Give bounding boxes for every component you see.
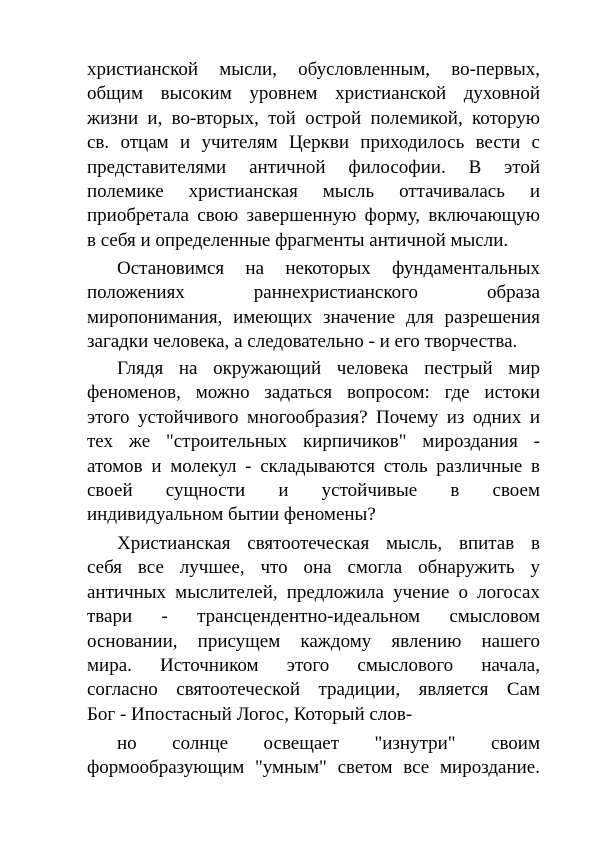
text-line: общим высоким уровнем христианской духовной: [87, 83, 540, 105]
text-line: положениях раннехристианского образа: [87, 282, 540, 304]
text-line: атомов и молекул - складываются столь различные в: [87, 455, 540, 477]
text-line: Глядя на окружающий человека пестрый мир: [117, 358, 540, 379]
text-line: миропонимания, имеющих значение для разрешения: [87, 306, 540, 328]
text-line: основании, присущем каждому явлению нашего: [87, 630, 540, 652]
text-line: мира. Источником этого смыслового начала,: [87, 654, 540, 676]
paragraph-3: [87, 357, 540, 528]
text-line: но солнце освещает "изнутри" своим: [117, 733, 540, 754]
paragraph-2: [87, 257, 540, 355]
text-line: загадки человека, а следовательно - и его творчества.: [87, 331, 518, 353]
text-line: этого устойчивого многообразия? Почему из одних и: [87, 406, 540, 428]
text-line: приобретала свою завершенную форму, включающую: [87, 205, 540, 227]
text-line: Остановимся на некоторых фундаментальных: [117, 258, 540, 279]
text-line: в себя и определенные фрагменты античной мысли.: [87, 229, 509, 251]
text-line: жизни и, во-вторых, той острой полемикой, которую: [87, 107, 540, 129]
text-line: христианской мысли, обусловленным, во-первых,: [87, 59, 540, 80]
text-line: Бог - Ипостасный Логос, Который слов-: [87, 703, 413, 725]
text-line: св. отцам и учителям Церкви приходилось вести с: [87, 132, 540, 154]
text-line: тех же "строительных кирпичиков" мироздания -: [87, 431, 540, 453]
text-line: античных мыслителей, предложила учение о логосах: [87, 581, 540, 603]
text-line: своей сущности и устойчивые в своем: [87, 479, 540, 501]
text-line: твари - трансцендентно-идеальном смысловом: [87, 606, 540, 628]
text-line: индивидуальном бытии феномены?: [87, 504, 376, 526]
text-line: феноменов, можно задаться вопросом: где истоки: [87, 382, 540, 404]
paragraph-4: [87, 532, 540, 727]
text-line: себя все лучшее, что она смогла обнаружить у: [87, 557, 540, 579]
text-line: представителями античной философии. В этой: [87, 156, 540, 178]
text-line: формообразующим "умным" светом все мироздание.: [87, 757, 540, 779]
text-line: полемике христианская мысль оттачивалась и: [87, 180, 540, 202]
text-line: согласно святоотеческой традиции, является Сам: [87, 679, 540, 701]
paragraph-5: [87, 732, 540, 781]
paragraph-1: [87, 58, 540, 253]
text-line: Христианская святоотеческая мысль, впитав в: [117, 533, 540, 554]
